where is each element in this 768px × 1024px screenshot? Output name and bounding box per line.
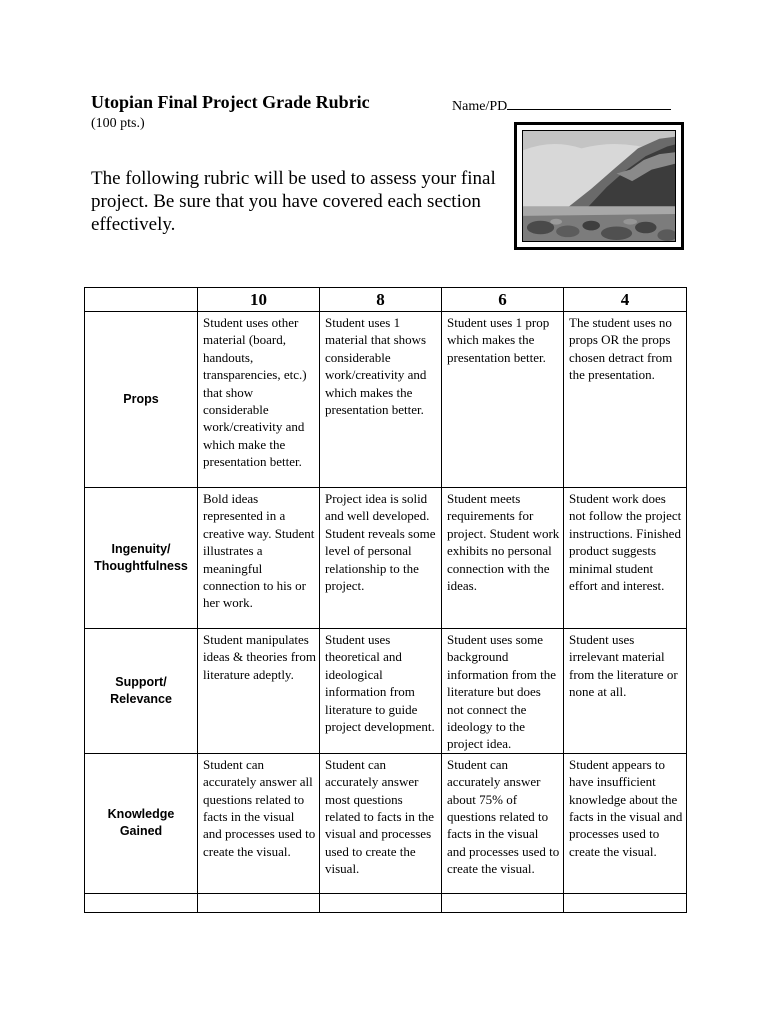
coastal-landscape-photo: [514, 122, 684, 250]
criterion-label: Support/ Relevance: [85, 629, 198, 754]
table-row-props: [85, 312, 687, 488]
rubric-cell: Bold ideas represented in a creative way. Student illustrates a meaningful connection to his or her work.: [198, 488, 320, 629]
rubric-cell: Student appears to have insufficient knowledge about the facts in the visual and processes used to create the visual.: [564, 753, 687, 893]
table-row-ingenuity: [85, 488, 687, 629]
rubric-cell: [564, 893, 687, 912]
landscape-image: [523, 131, 675, 241]
rubric-cell: Student can accurately answer about 75% of questions related to facts in the visual and processes used to create the visual.: [442, 753, 564, 893]
document-title: Utopian Final Project Grade Rubric: [91, 92, 370, 112]
table-row-empty: [85, 893, 687, 912]
criterion-column-header: [85, 288, 198, 312]
criterion-label: Props: [85, 312, 198, 488]
name-pd-field: [452, 95, 671, 115]
rubric-cell: Student meets requirements for project. Student work exhibits no personal connection with the ideas.: [442, 488, 564, 629]
criterion-label: [85, 893, 198, 912]
intro-paragraph: The following rubric will be used to assess your final project. Be sure that you have covered each section effectively.: [91, 168, 496, 235]
rubric-cell: [442, 893, 564, 912]
points-total: (100 pts.): [91, 116, 145, 131]
score-8-header: 8: [320, 288, 442, 312]
rubric-cell: Student work does not follow the project instructions. Finished product suggests minimal student effort and interest.: [564, 488, 687, 629]
name-pd-label: Name/PD: [452, 99, 508, 114]
rubric-cell: Student uses irrelevant material from the literature or none at all.: [564, 629, 687, 754]
rubric-cell: Student uses some background information from the literature but does not connect the ideology to the project idea.: [442, 629, 564, 754]
score-6-header: 6: [442, 288, 564, 312]
rubric-cell: Student uses theoretical and ideological information from literature to guide project development.: [320, 629, 442, 754]
rubric-cell: Student uses 1 material that shows considerable work/creativity and which makes the presentation better.: [320, 312, 442, 488]
rubric-cell: The student uses no props OR the props chosen detract from the presentation.: [564, 312, 687, 488]
rubric-cell: Student uses 1 prop which makes the presentation better.: [442, 312, 564, 488]
score-4-header: 4: [564, 288, 687, 312]
name-pd-blank-line: [507, 95, 671, 110]
table-header-row: [85, 288, 687, 312]
grade-rubric-table: [84, 287, 687, 913]
table-row-support: [85, 629, 687, 754]
rubric-cell: [198, 893, 320, 912]
rubric-cell: Student can accurately answer all questions related to facts in the visual and processes used to create the visual.: [198, 753, 320, 893]
rubric-cell: Student uses other material (board, handouts, transparencies, etc.) that show considerable work/creativity and which make the presentation better.: [198, 312, 320, 488]
criterion-label: Knowledge Gained: [85, 753, 198, 893]
criterion-label: Ingenuity/ Thoughtfulness: [85, 488, 198, 629]
photo-inner-border: [522, 130, 676, 242]
rubric-cell: Student manipulates ideas & theories from literature adeptly.: [198, 629, 320, 754]
table-row-knowledge: [85, 753, 687, 893]
rubric-cell: [320, 893, 442, 912]
rubric-cell: Project idea is solid and well developed. Student reveals some level of personal relationship to the project.: [320, 488, 442, 629]
rubric-cell: Student can accurately answer most questions related to facts in the visual and processes used to create the visual.: [320, 753, 442, 893]
score-10-header: 10: [198, 288, 320, 312]
